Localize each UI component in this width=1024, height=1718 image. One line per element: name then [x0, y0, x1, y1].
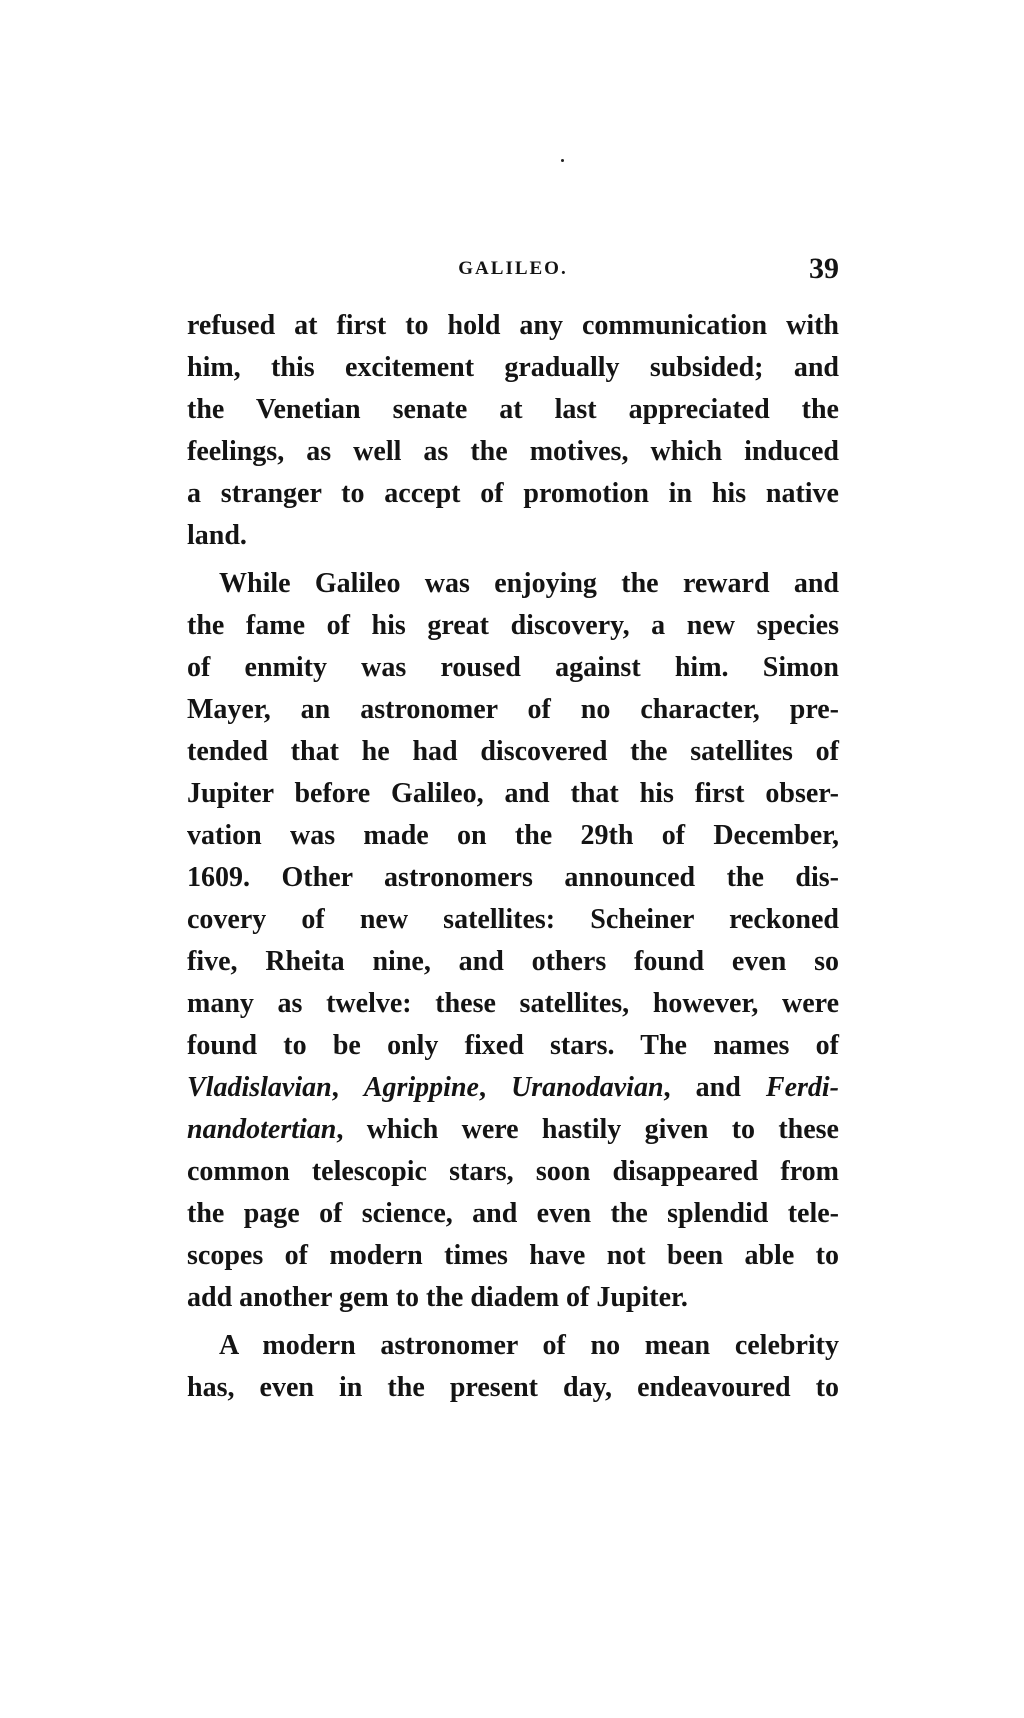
text-line: the fame of his great discovery, a new species: [187, 610, 839, 641]
page-number: 39: [809, 252, 839, 285]
text-line: five, Rheita nine, and others found even so: [187, 946, 839, 977]
text-line-italic-names: [187, 1067, 839, 1109]
text-line: has, even in the present day, endeavoured to: [187, 1372, 839, 1403]
text-line: the Venetian senate at last appreciated the: [187, 394, 839, 425]
text-line: found to be only fixed stars. The names of: [187, 1030, 839, 1061]
text-line: common telescopic stars, soon disappeared from: [187, 1156, 839, 1187]
text-line: land.: [187, 520, 247, 551]
text-line: 1609. Other astronomers announced the dis-: [187, 862, 839, 893]
italic-name: Vladislavian: [187, 1072, 332, 1103]
text-line: vation was made on the 29th of December,: [187, 820, 839, 851]
text-line: scopes of modern times have not been able to: [187, 1240, 839, 1271]
text-line: A modern astronomer of no mean celebrity: [219, 1330, 839, 1361]
text-line-mixed: [187, 1109, 839, 1151]
text-line: Mayer, an astronomer of no character, pre-: [187, 694, 839, 725]
text-line: tended that he had discovered the satellites of: [187, 736, 839, 767]
text-line: a stranger to accept of promotion in his native: [187, 478, 839, 509]
text-line: many as twelve: these satellites, however, were: [187, 988, 839, 1019]
ink-speck: [561, 159, 564, 162]
running-header: [187, 252, 839, 292]
text-line: Jupiter before Galileo, and that his first obser-: [187, 778, 839, 809]
text-line: the page of science, and even the splendid tele-: [187, 1198, 839, 1229]
text-line: of enmity was roused against him. Simon: [187, 652, 839, 683]
running-title: GALILEO.: [458, 258, 568, 279]
text-line: refused at first to hold any communication with: [187, 310, 839, 341]
italic-name: nandotertian: [187, 1114, 337, 1145]
paragraph: [187, 563, 839, 1319]
italic-name: Agrippine: [363, 1072, 479, 1103]
paragraph: [187, 1325, 839, 1409]
italic-name: Uranodavian: [511, 1072, 664, 1103]
text-line: add another gem to the diadem of Jupiter.: [187, 1282, 688, 1313]
paragraph: [187, 305, 839, 557]
text-line: him, this excitement gradually subsided; and: [187, 352, 839, 383]
text-line: covery of new satellites: Scheiner reckoned: [187, 904, 839, 935]
body-text: [187, 305, 839, 1409]
text-line: While Galileo was enjoying the reward and: [219, 568, 839, 599]
separator: , and: [663, 1072, 766, 1103]
separator: ,: [478, 1072, 512, 1103]
text-line: feelings, as well as the motives, which induced: [187, 436, 839, 467]
separator: ,: [331, 1072, 364, 1103]
italic-name: Ferdi-: [765, 1072, 839, 1103]
text-run: , which were hastily given to these: [336, 1114, 839, 1145]
